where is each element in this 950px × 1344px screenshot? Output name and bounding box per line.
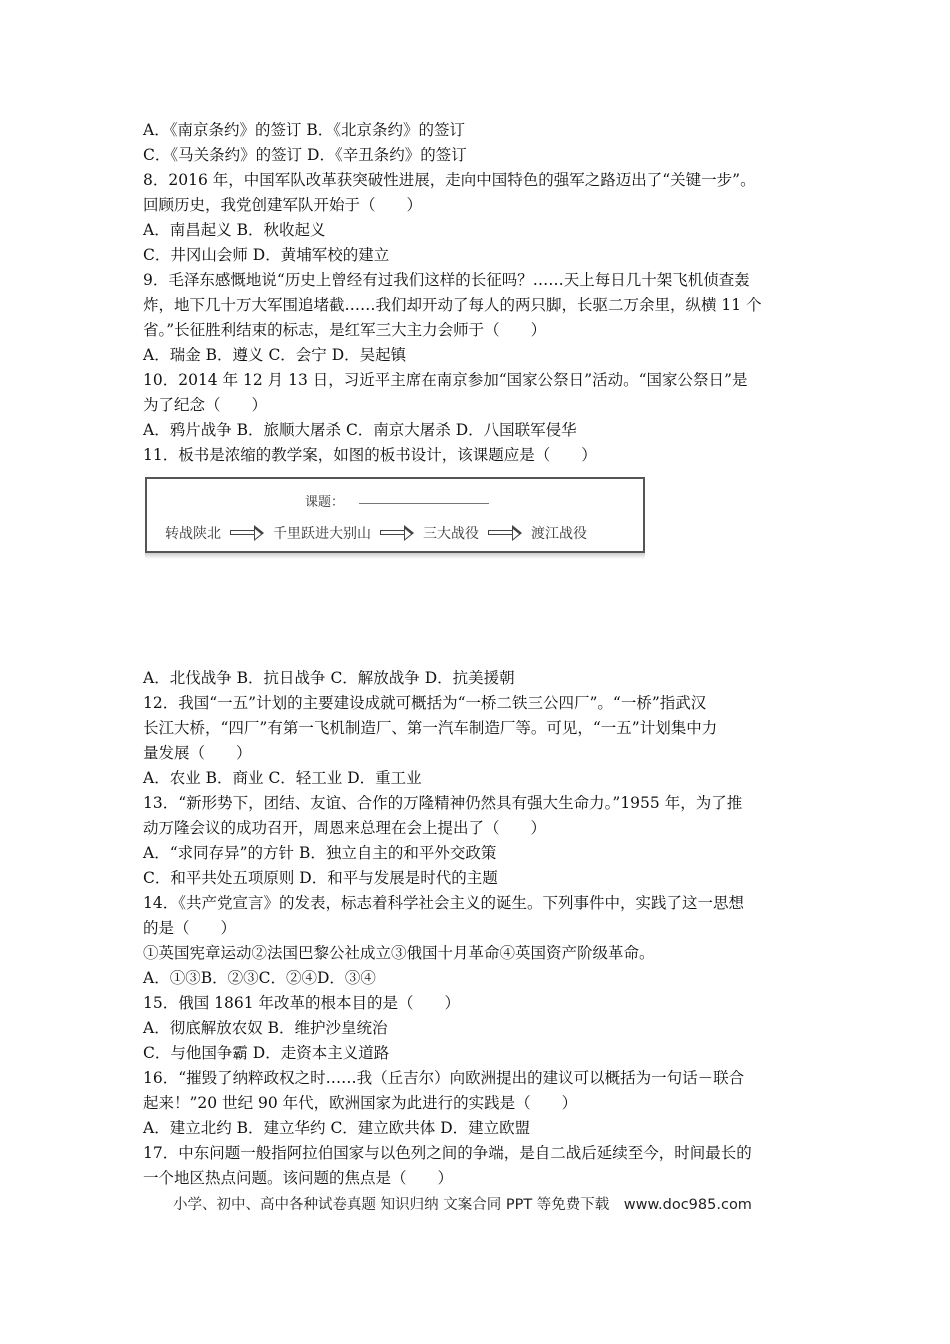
- text-line: 10．2014 年 12 月 13 日，习近平主席在南京参加“国家公祭日”活动。“国家公祭日”是: [143, 371, 748, 389]
- text-line: ①英国宪章运动②法国巴黎公社成立③俄国十月革命④英国资产阶级革命。: [143, 944, 655, 962]
- text-line: 11．板书是浓缩的教学案，如图的板书设计，该课题应是（ ）: [143, 446, 597, 464]
- text-line: 一个地区热点问题。该问题的焦点是（ ）: [143, 1169, 454, 1187]
- text-line: C．与他国争霸 D．走资本主义道路: [143, 1044, 390, 1062]
- board-step: 转战陕北: [165, 526, 221, 542]
- blackboard-figure: [145, 477, 645, 553]
- text-line: 12．我国“一五”计划的主要建设成就可概括为“一桥二铁三公四厂”。“一桥”指武汉: [143, 694, 707, 712]
- page-footer: 小学、初中、高中各种试卷真题 知识归纳 文案合同 PPT 等免费下载 www.doc985.com: [173, 1197, 752, 1213]
- board-title: 课题：: [305, 495, 345, 510]
- text-line: 17．中东问题一般指阿拉伯国家与以色列之间的争端，是自二战后延续至今，时间最长的: [143, 1144, 752, 1162]
- board-step: 三大战役: [423, 526, 479, 542]
- text-line: 省。”长征胜利结束的标志，是红军三大主力会师于（ ）: [143, 321, 547, 339]
- board-step: 渡江战役: [531, 526, 587, 542]
- figure-scan-shadow: [145, 553, 645, 559]
- text-line: A．彻底解放农奴 B．维护沙皇统治: [143, 1019, 388, 1037]
- board-step: 千里跃进大别山: [273, 526, 371, 542]
- text-line: 量发展（ ）: [143, 744, 252, 762]
- text-line: 16．“摧毁了纳粹政权之时……我（丘吉尔）向欧洲提出的建议可以概括为一句话－联合: [143, 1069, 745, 1087]
- text-line: 动万隆会议的成功召开，周恩来总理在会上提出了（ ）: [143, 819, 547, 837]
- text-line: C．和平共处五项原则 D．和平与发展是时代的主题: [143, 869, 498, 887]
- right-arrow-icon: [230, 528, 264, 538]
- text-line: A．①③B．②③C．②④D．③④: [143, 969, 376, 987]
- board-steps: [165, 523, 635, 543]
- text-line: 9．毛泽东感慨地说“历史上曾经有过我们这样的长征吗？……天上每日几十架飞机侦查轰: [143, 271, 750, 289]
- text-line: 15．俄国 1861 年改革的根本目的是（ ）: [143, 994, 461, 1012]
- text-line: 14．《共产党宣言》的发表，标志着科学社会主义的诞生。下列事件中，实践了这一思想: [143, 894, 744, 912]
- text-line: A．南昌起义 B．秋收起义: [143, 221, 326, 239]
- text-line: C．《马关条约》的签订 D．《辛丑条约》的签订: [143, 146, 467, 164]
- text-line: A．鸦片战争 B．旅顺大屠杀 C．南京大屠杀 D．八国联军侵华: [143, 421, 577, 439]
- text-line: A．建立北约 B．建立华约 C．建立欧共体 D．建立欧盟: [143, 1119, 531, 1137]
- text-line: 8．2016 年，中国军队改革获突破性进展，走向中国特色的强军之路迈出了“关键一步”。: [143, 171, 756, 189]
- right-arrow-icon: [380, 528, 414, 538]
- text-line: A．“求同存异”的方针 B．独立自主的和平外交政策: [143, 844, 497, 862]
- text-line: 的是（ ）: [143, 919, 237, 937]
- text-line: A．北伐战争 B．抗日战争 C．解放战争 D．抗美援朝: [143, 669, 515, 687]
- text-line: 长江大桥，“四厂”有第一飞机制造厂、第一汽车制造厂等。可见，“一五”计划集中力: [143, 719, 718, 737]
- text-line: 起来！”20 世纪 90 年代，欧洲国家为此进行的实践是（ ）: [143, 1094, 578, 1112]
- text-line: 炸，地下几十万大军围追堵截……我们却开动了每人的两只脚，长驱二万余里，纵横 11 个: [143, 296, 762, 314]
- text-line: A．农业 B．商业 C．轻工业 D．重工业: [143, 769, 422, 787]
- board-title-blank: [359, 503, 489, 504]
- text-line: 回顾历史，我党创建军队开始于（ ）: [143, 196, 423, 214]
- text-line: A．《南京条约》的签订 B．《北京条约》的签订: [143, 121, 466, 139]
- text-line: A．瑞金 B．遵义 C．会宁 D．吴起镇: [143, 346, 407, 364]
- text-line: 为了纪念（ ）: [143, 396, 268, 414]
- right-arrow-icon: [488, 528, 522, 538]
- text-line: 13．“新形势下，团结、友谊、合作的万隆精神仍然具有强大生命力。”1955 年，为了推: [143, 794, 743, 812]
- text-line: C．井冈山会师 D．黄埔军校的建立: [143, 246, 390, 264]
